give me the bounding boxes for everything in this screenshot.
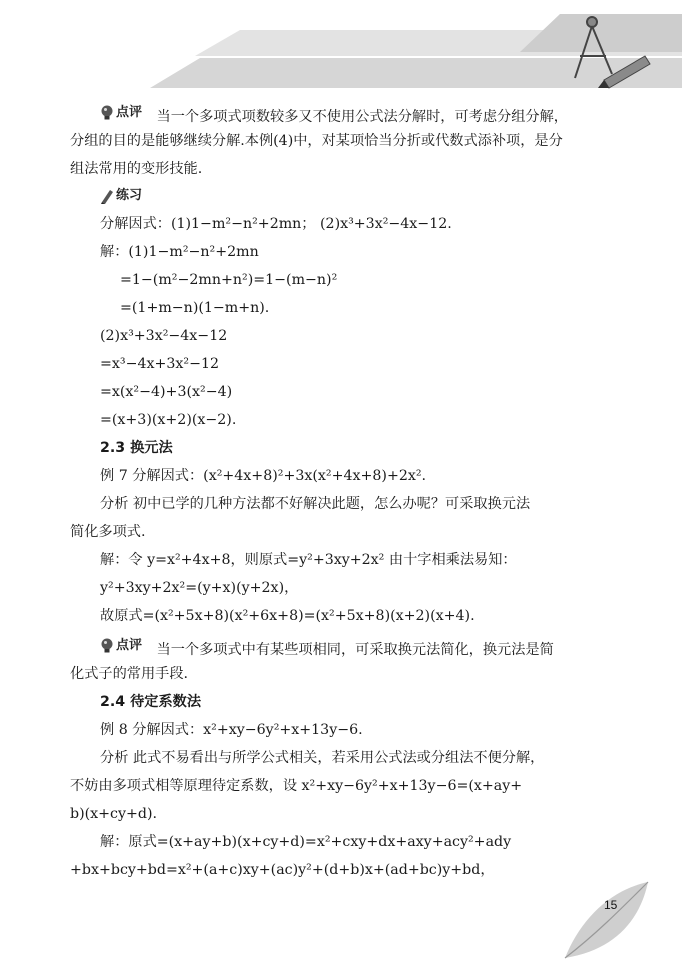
analysis-line: 不妨由多项式相等原理待定系数，设 x²+xy−6y²+x+13y−6=(x+ay+ xyxy=(70,778,523,794)
solution-line: 解：原式=(x+ay+b)(x+cy+d)=x²+cxy+dx+axy+acy²+ady xyxy=(100,834,512,850)
section-heading-2-3: 2.3 换元法 xyxy=(100,440,173,456)
note2-text1: 当一个多项式中有某些项相同，可采取换元法简化，换元法是简 xyxy=(156,642,554,658)
practice-solution-line: 解：(1)1−m²−n²+2mn xyxy=(100,244,259,260)
note1-line1 xyxy=(100,103,568,127)
practice-solution-line: =x(x²−4)+3(x²−4) xyxy=(100,384,233,400)
lightbulb-icon xyxy=(100,105,114,121)
note-label: 点评 xyxy=(116,638,143,653)
note-tag xyxy=(100,636,142,656)
practice-solution-line: =1−(m²−2mn+n²)=1−(m−n)² xyxy=(120,272,338,288)
practice-problem: 分解因式：(1)1−m²−n²+2mn； (2)x³+3x²−4x−12. xyxy=(100,216,452,232)
note2-line2: 化式子的常用手段. xyxy=(70,666,189,682)
practice-solution-line: (2)x³+3x²−4x−12 xyxy=(100,328,228,344)
practice-solution-line: =(x+3)(x+2)(x−2). xyxy=(100,412,237,428)
practice-solution-line: =x³−4x+3x²−12 xyxy=(100,356,220,372)
solution-line: y²+3xy+2x²=(y+x)(y+2x)， xyxy=(100,580,299,596)
practice-heading xyxy=(100,186,142,210)
analysis-line: 分析 初中已学的几种方法都不好解决此题，怎么办呢？可采取换元法 xyxy=(100,496,531,512)
note1-line3: 组法常用的变形技能. xyxy=(70,161,203,177)
note1-text1: 当一个多项式项数较多又不使用公式法分解时，可考虑分组分解， xyxy=(156,109,568,125)
solution-line: 解：令 y=x²+4x+8，则原式=y²+3xy+2x² 由十字相乘法易知： xyxy=(100,552,517,568)
analysis-line: 简化多项式. xyxy=(70,524,146,540)
section-heading-2-4: 2.4 待定系数法 xyxy=(100,694,202,710)
leaf-decoration xyxy=(560,880,650,960)
pen-icon xyxy=(100,188,114,204)
note-tag xyxy=(100,103,142,123)
example-8: 例 8 分解因式：x²+xy−6y²+x+13y−6. xyxy=(100,722,363,738)
note1-line2: 分组的目的是能够继续分解.本例(4)中，对某项恰当分折或代数式添补项，是分 xyxy=(70,133,563,149)
page-number: 15 xyxy=(604,898,618,912)
analysis-line: 分析 此式不易看出与所学公式相关，若采用公式法或分组法不便分解， xyxy=(100,750,545,766)
analysis-line: b)(x+cy+d). xyxy=(70,806,158,822)
lightbulb-icon xyxy=(100,638,114,654)
solution-line: +bx+bcy+bd=x²+(a+c)xy+(ac)y²+(d+b)x+(ad+bc)y+bd， xyxy=(70,862,495,878)
note2-line1 xyxy=(100,636,554,660)
note-label: 点评 xyxy=(116,105,143,120)
practice-solution-line: =(1+m−n)(1−m+n). xyxy=(120,300,270,316)
practice-label: 练习 xyxy=(116,188,143,203)
example-7: 例 7 分解因式：(x²+4x+8)²+3x(x²+4x+8)+2x². xyxy=(100,468,427,484)
solution-line: 故原式=(x²+5x+8)(x²+6x+8)=(x²+5x+8)(x+2)(x+4). xyxy=(100,608,475,624)
header-decoration xyxy=(0,0,682,100)
practice-tag xyxy=(100,186,142,206)
